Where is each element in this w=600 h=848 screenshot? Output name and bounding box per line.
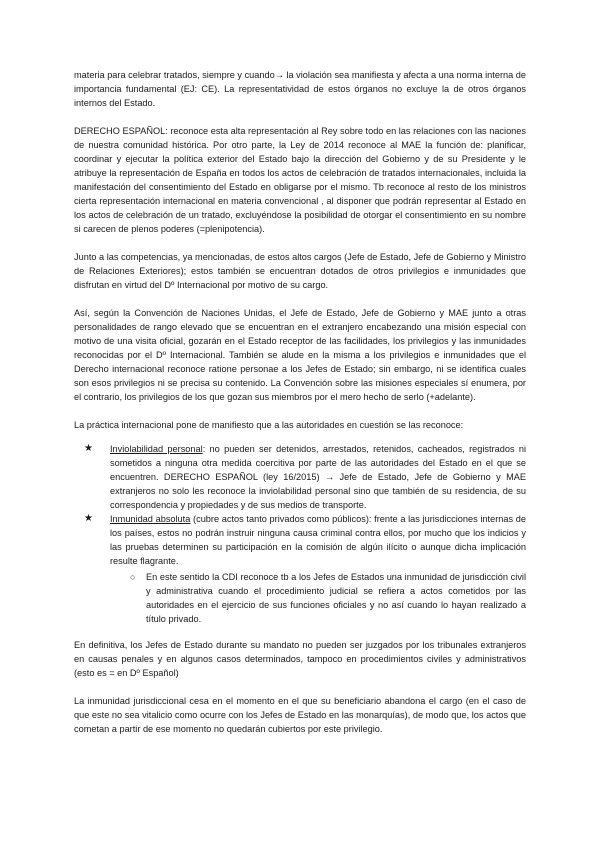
sub-list [110, 570, 526, 626]
paragraph-cesa: La inmunidad jurisdiccional cesa en el momento en el que su beneficiario abandona el cargo (en el caso de que este no sea vitalicio como ocurre con los Jefes de Estado en las monarquías), de modo que, los actos que cometan a partir de ese momento no quedarán cubiertos por este privilegio. [74, 696, 526, 734]
paragraph-derecho-espanol: DERECHO ESPAÑOL: reconoce esta alta representación al Rey sobre todo en las relaciones con las naciones de nuestra comunidad histórica. Por otro parte, la Ley de 2014 reconoce al MAE la función de: planificar, coordinar y ejecutar la política exterior del Estado bajo la dirección del Gobierno y de su Presidente y le atribuye la representación de España en todos los actos de celebración de tratados internacionales, incluida la manifestación del consentimiento del Estado en obligarse por el mismo. Tb reconoce al resto de los ministros cierta representación internacional en materia convencional , al disponer que podrán representar al Estado en los actos de celebración de un tratado, excluyéndose la posibilidad de otorgar el consentimiento en su nombre si carecen de plenos poderes (=plenipotencia). [74, 126, 526, 234]
list-item [74, 512, 526, 626]
sub-list-item [110, 570, 526, 626]
star-icon: ★ [84, 513, 93, 524]
bullet-term: Inviolabilidad personal [110, 444, 203, 454]
bullet-term: Inmunidad absoluta [110, 514, 191, 524]
paragraph-practica: La práctica internacional pone de manifiesto que a las autoridades en cuestión se las reconoce: [74, 420, 464, 430]
paragraph-competencias: Junto a las competencias, ya mencionadas, de estos altos cargos (Jefe de Estado, Jefe de Gobierno y Ministro de Relaciones Exteriores); estos también se encuentran dotados de otros privilegios e inmunidades que disfrutan en virtud del Dº Internacional por motivo de su cargo. [74, 252, 526, 290]
paragraph-1: materia para celebrar tratados, siempre y cuando→ la violación sea manifiesta y afecta a una norma interna de importancia fundamental (EJ: CE). La representatividad de estos órganos no excluye la de otros órganos internos del Estado. [74, 70, 526, 108]
star-icon: ★ [84, 443, 93, 454]
circle-icon: ○ [130, 572, 136, 582]
bullet-text: : no pueden ser detenidos, arrestados, retenidos, cacheados, registrados ni sometidos a ninguna otra medida coercitiva por parte de las autoridades del Estado en el que se encuentren. DERECHO ESPAÑOL (ley 16/2015) → Jefe de Estado, Jefe de Gobierno y MAE extranjeros no solo les reconoce la inviolabilidad personal sino que también de su residencia, de su correspondencia y propiedades y de sus medios de transporte. [110, 444, 526, 510]
bullet-text: (cubre actos tanto privados como públicos): frente a las jurisdicciones internas de los países, estos no podrán instruir ninguna causa criminal contra ellos, por mucho que los indicios y las pruebas determinen su participación en la comisión de algún ilícito o aunque dicha implicación resulte flagrante. [110, 514, 526, 566]
paragraph-definitiva: En definitiva, los Jefes de Estado durante su mandato no pueden ser juzgados por los tribunales extranjeros en causas penales y en algunos casos determinados, tampoco en procedimientos civiles y administrativos (esto es = en Dº Español) [74, 640, 526, 678]
sub-bullet-text: En este sentido la CDI reconoce tb a los Jefes de Estados una inmunidad de jurisdicción civil y administrativa cuando el procedimiento judicial se refiera a actos cometidos por las autoridades en el ejercicio de sus funciones oficiales y no así cuando lo hayan realizado a título privado. [146, 572, 526, 624]
paragraph-convencion: Así, según la Convención de Naciones Unidas, el Jefe de Estado, Jefe de Gobierno y MAE junto a otras personalidades de rango elevado que se encuentran en el extranjero encabezando una misión especial con motivo de una visita oficial, gozarán en el Estado receptor de las facilidades, los privilegios y las inmunidades reconocidas por el Dº Internacional. También se alude en la misma a los privilegios e inmunidades que el Derecho internacional reconoce ratione personae a los Jefes de Estado; sin embargo, ni se identifica cuales son esos privilegios ni se precisa su contenido. La Convención sobre las misiones especiales sí enumera, por el contrario, los privilegios de los que gozan sus miembros por el mero hecho de serlo (+adelante). [74, 308, 526, 402]
privileges-list [74, 442, 526, 626]
list-item [74, 442, 526, 512]
